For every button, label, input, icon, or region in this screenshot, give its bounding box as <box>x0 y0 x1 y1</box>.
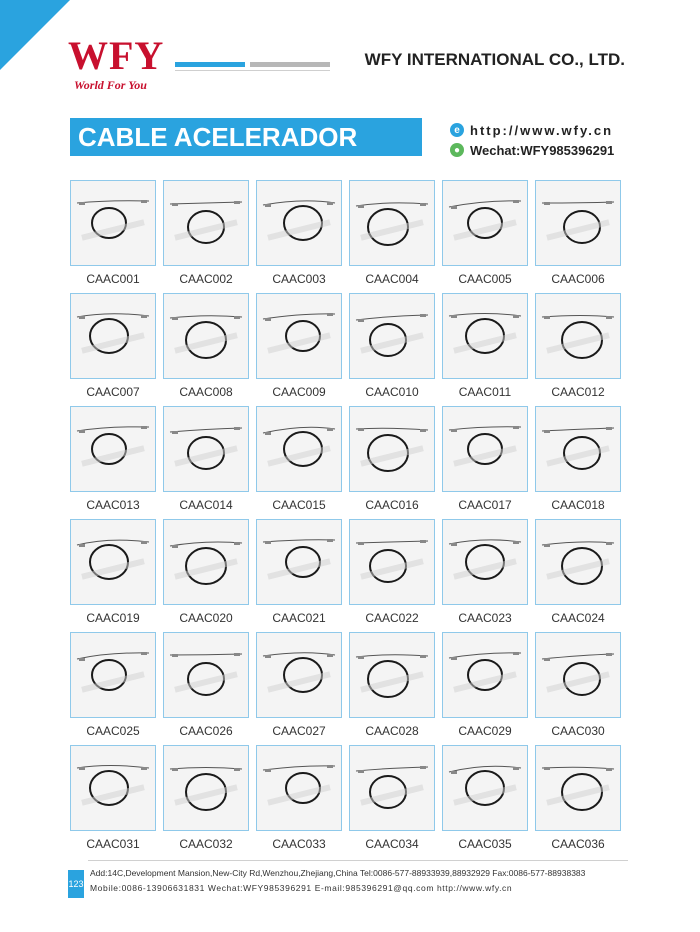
product-code: CAAC014 <box>179 498 233 512</box>
wechat-id: Wechat:WFY985396291 <box>470 142 615 158</box>
ie-icon: e <box>450 123 464 137</box>
product-photo <box>442 519 528 605</box>
product-photo <box>163 519 249 605</box>
product-photo <box>349 180 435 266</box>
cable-icon <box>536 633 620 717</box>
cable-icon <box>443 746 527 830</box>
cable-icon <box>536 294 620 378</box>
footer-contacts: Mobile:0086-13906631831 Wechat:WFY985396291 E-mail:985396291@qq.com http://www.wfy.cn <box>90 883 513 893</box>
product-card[interactable] <box>535 632 621 738</box>
product-code: CAAC011 <box>458 385 512 399</box>
section-title: CABLE ACELERADOR <box>70 118 422 156</box>
product-photo <box>163 632 249 718</box>
product-card[interactable] <box>256 293 342 399</box>
product-code: CAAC010 <box>365 385 419 399</box>
product-code: CAAC031 <box>86 837 140 851</box>
product-code: CAAC025 <box>86 724 140 738</box>
product-photo <box>70 632 156 718</box>
cable-icon <box>350 746 434 830</box>
cable-icon <box>257 407 341 491</box>
product-photo <box>442 406 528 492</box>
product-card[interactable] <box>535 180 621 286</box>
product-photo <box>163 180 249 266</box>
cable-icon <box>536 181 620 265</box>
cable-icon <box>164 746 248 830</box>
product-card[interactable] <box>535 519 621 625</box>
product-card[interactable] <box>163 406 249 512</box>
product-card[interactable] <box>70 180 156 286</box>
product-photo <box>442 745 528 831</box>
product-code: CAAC028 <box>365 724 419 738</box>
cable-icon <box>164 633 248 717</box>
product-photo <box>70 293 156 379</box>
product-code: CAAC021 <box>272 611 326 625</box>
cable-icon <box>350 633 434 717</box>
product-code: CAAC008 <box>179 385 233 399</box>
product-photo <box>535 406 621 492</box>
cable-icon <box>443 633 527 717</box>
product-photo <box>163 293 249 379</box>
product-card[interactable] <box>256 745 342 851</box>
product-card[interactable] <box>256 519 342 625</box>
product-code: CAAC012 <box>551 385 605 399</box>
product-card[interactable] <box>70 745 156 851</box>
cable-icon <box>164 520 248 604</box>
cable-icon <box>257 181 341 265</box>
product-photo <box>442 180 528 266</box>
cable-icon <box>257 294 341 378</box>
product-code: CAAC005 <box>458 272 512 286</box>
product-code: CAAC029 <box>458 724 512 738</box>
website-link[interactable]: http://www.wfy.cn <box>470 122 614 138</box>
header-bar-gray <box>250 62 330 67</box>
product-code: CAAC003 <box>272 272 326 286</box>
product-code: CAAC032 <box>179 837 233 851</box>
product-photo <box>349 745 435 831</box>
product-photo <box>535 180 621 266</box>
product-code: CAAC030 <box>551 724 605 738</box>
product-card[interactable] <box>535 745 621 851</box>
cable-icon <box>71 746 155 830</box>
product-photo <box>163 745 249 831</box>
product-code: CAAC019 <box>86 611 140 625</box>
product-photo <box>256 293 342 379</box>
product-code: CAAC018 <box>551 498 605 512</box>
product-card[interactable] <box>535 293 621 399</box>
product-card[interactable] <box>349 632 435 738</box>
cable-icon <box>536 520 620 604</box>
product-code: CAAC009 <box>272 385 326 399</box>
cable-icon <box>71 633 155 717</box>
product-card[interactable] <box>349 180 435 286</box>
product-photo <box>442 293 528 379</box>
product-code: CAAC002 <box>179 272 233 286</box>
product-photo <box>535 632 621 718</box>
product-code: CAAC034 <box>365 837 419 851</box>
page-number: 123 <box>68 870 84 898</box>
product-card[interactable] <box>442 745 528 851</box>
cable-icon <box>443 520 527 604</box>
header-bar-blue <box>175 62 245 67</box>
product-photo <box>349 632 435 718</box>
product-card[interactable] <box>163 293 249 399</box>
product-code: CAAC016 <box>365 498 419 512</box>
product-code: CAAC020 <box>179 611 233 625</box>
product-card[interactable] <box>442 519 528 625</box>
product-photo <box>70 180 156 266</box>
cable-icon <box>71 294 155 378</box>
product-card[interactable] <box>163 519 249 625</box>
product-card[interactable] <box>70 632 156 738</box>
product-photo <box>535 293 621 379</box>
product-code: CAAC017 <box>458 498 512 512</box>
wechat-icon: ● <box>450 143 464 157</box>
product-photo <box>70 745 156 831</box>
product-code: CAAC026 <box>179 724 233 738</box>
cable-icon <box>71 520 155 604</box>
cable-icon <box>257 633 341 717</box>
product-code: CAAC015 <box>272 498 326 512</box>
product-code: CAAC022 <box>365 611 419 625</box>
cable-icon <box>164 407 248 491</box>
product-photo <box>256 632 342 718</box>
product-photo <box>256 519 342 605</box>
product-code: CAAC013 <box>86 498 140 512</box>
product-photo <box>349 519 435 605</box>
product-code: CAAC035 <box>458 837 512 851</box>
product-card[interactable] <box>442 180 528 286</box>
brand-logo: WFY <box>68 33 165 78</box>
product-card[interactable] <box>256 180 342 286</box>
footer-rule <box>88 860 628 861</box>
product-code: CAAC033 <box>272 837 326 851</box>
contact-block <box>450 120 614 160</box>
product-card[interactable] <box>442 632 528 738</box>
cable-icon <box>350 294 434 378</box>
product-photo <box>349 293 435 379</box>
corner-accent <box>0 0 70 70</box>
product-photo <box>442 632 528 718</box>
cable-icon <box>71 181 155 265</box>
cable-icon <box>257 520 341 604</box>
product-card[interactable] <box>442 293 528 399</box>
product-card[interactable] <box>256 406 342 512</box>
product-code: CAAC004 <box>365 272 419 286</box>
product-card[interactable] <box>70 519 156 625</box>
product-card[interactable] <box>256 632 342 738</box>
product-card[interactable] <box>163 180 249 286</box>
product-card[interactable] <box>163 632 249 738</box>
product-code: CAAC001 <box>86 272 140 286</box>
product-code: CAAC036 <box>551 837 605 851</box>
product-photo <box>256 406 342 492</box>
product-photo <box>256 745 342 831</box>
product-card[interactable] <box>535 406 621 512</box>
cable-icon <box>536 407 620 491</box>
product-photo <box>70 519 156 605</box>
cable-icon <box>350 181 434 265</box>
product-card[interactable] <box>70 406 156 512</box>
cable-icon <box>443 294 527 378</box>
product-card[interactable] <box>349 519 435 625</box>
product-card[interactable] <box>163 745 249 851</box>
header-rule <box>175 70 330 71</box>
cable-icon <box>164 181 248 265</box>
product-photo <box>256 180 342 266</box>
product-card[interactable] <box>349 293 435 399</box>
cable-icon <box>71 407 155 491</box>
product-code: CAAC007 <box>86 385 140 399</box>
cable-icon <box>443 181 527 265</box>
cable-icon <box>257 746 341 830</box>
footer-address: Add:14C,Development Mansion,New-City Rd,Wenzhou,Zhejiang,China Tel:0086-577-88933939,88932929 Fax:0086-577-88938383 <box>90 868 586 878</box>
cable-icon <box>350 407 434 491</box>
product-photo <box>349 406 435 492</box>
product-code: CAAC024 <box>551 611 605 625</box>
product-card[interactable] <box>349 745 435 851</box>
cable-icon <box>350 520 434 604</box>
product-card[interactable] <box>70 293 156 399</box>
company-name: WFY INTERNATIONAL CO., LTD. <box>364 50 625 69</box>
product-card[interactable] <box>442 406 528 512</box>
product-card[interactable] <box>349 406 435 512</box>
cable-icon <box>443 407 527 491</box>
cable-icon <box>536 746 620 830</box>
product-code: CAAC027 <box>272 724 326 738</box>
product-photo <box>535 519 621 605</box>
product-code: CAAC006 <box>551 272 605 286</box>
product-photo <box>535 745 621 831</box>
product-code: CAAC023 <box>458 611 512 625</box>
product-photo <box>70 406 156 492</box>
cable-icon <box>164 294 248 378</box>
product-photo <box>163 406 249 492</box>
brand-tagline: World For You <box>74 78 147 92</box>
